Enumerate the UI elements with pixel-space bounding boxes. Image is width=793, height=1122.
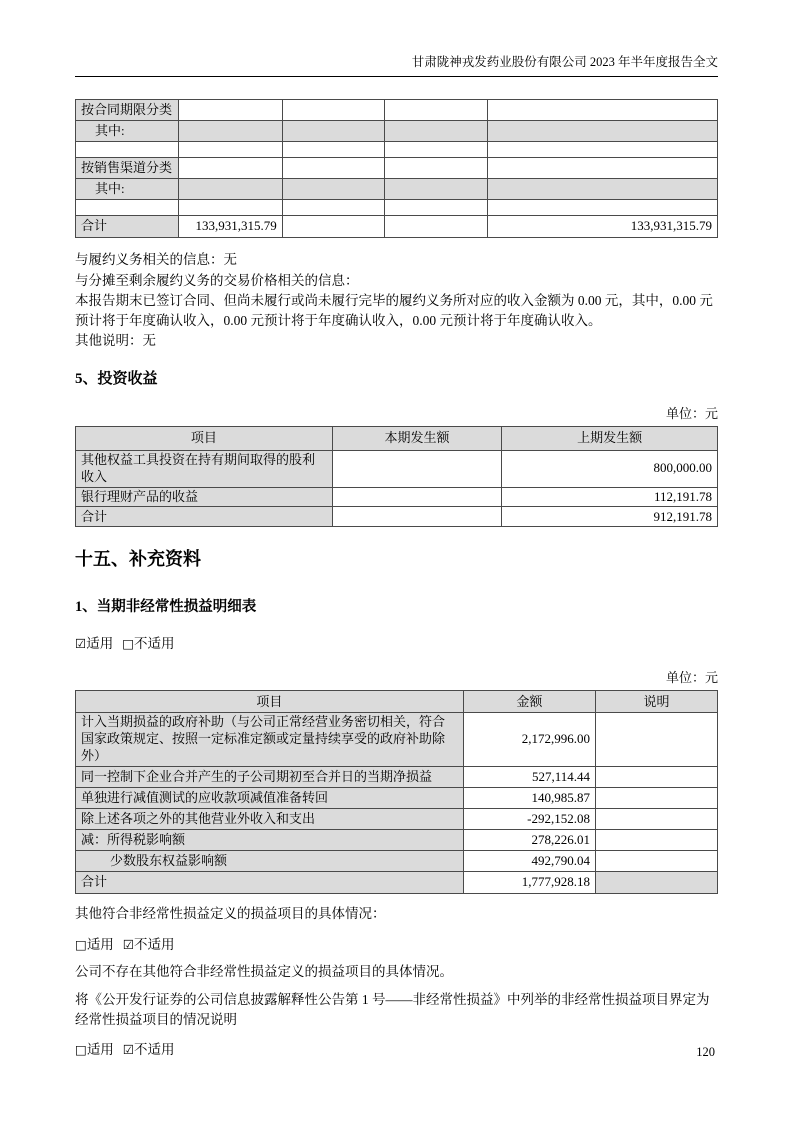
revenue-classification-table bbox=[75, 99, 718, 238]
label-cell: 其他权益工具投资在持有期间取得的股利收入 bbox=[76, 450, 333, 487]
column-header-cell: 金额 bbox=[463, 691, 595, 713]
page-number: 120 bbox=[696, 1045, 715, 1059]
applicability-row bbox=[75, 933, 718, 953]
amount-cell: 1,777,928.18 bbox=[463, 872, 595, 894]
column-header-cell: 说明 bbox=[596, 691, 718, 713]
checkbox-unchecked-icon: □ bbox=[75, 1042, 87, 1058]
empty-cell bbox=[178, 121, 282, 142]
section-heading-nonrecurring: 1、当期非经常性损益明细表 bbox=[75, 599, 257, 616]
empty-cell bbox=[282, 142, 385, 158]
note-line: 公司不存在其他符合非经常性损益定义的损益项目的具体情况。 bbox=[75, 963, 453, 979]
table-row bbox=[76, 487, 718, 507]
empty-cell bbox=[385, 158, 488, 179]
table-row bbox=[76, 767, 718, 788]
label-cell: 除上述各项之外的其他营业外收入和支出 bbox=[76, 809, 464, 830]
applicable-label: 适用 bbox=[86, 936, 114, 952]
table-row bbox=[76, 809, 718, 830]
empty-cell bbox=[76, 200, 179, 216]
note-line: 其他说明：无 bbox=[75, 333, 156, 349]
total-row bbox=[76, 507, 718, 527]
empty-cell bbox=[385, 179, 488, 200]
amount-cell: 492,790.04 bbox=[463, 851, 595, 872]
empty-cell bbox=[178, 158, 282, 179]
unit-label: 单位：元 bbox=[665, 405, 718, 421]
total-label-cell: 合计 bbox=[76, 507, 333, 527]
table-row bbox=[76, 100, 718, 121]
label-cell: 按合同期限分类 bbox=[76, 100, 179, 121]
closing-notes-block bbox=[75, 904, 718, 1058]
empty-cell bbox=[385, 121, 488, 142]
empty-cell bbox=[385, 100, 488, 121]
not-applicable-label: 不适用 bbox=[134, 1042, 175, 1058]
table-row bbox=[76, 830, 718, 851]
unit-label: 单位：元 bbox=[665, 670, 718, 686]
label-cell: 其中: bbox=[76, 121, 179, 142]
table-row bbox=[76, 713, 718, 767]
empty-cell bbox=[178, 179, 282, 200]
amount-cell bbox=[332, 507, 501, 527]
empty-cell bbox=[488, 179, 718, 200]
empty-cell bbox=[178, 200, 282, 216]
applicable-label: 适用 bbox=[86, 636, 114, 652]
checkbox-unchecked-icon: □ bbox=[122, 636, 135, 652]
amount-cell: 278,226.01 bbox=[463, 830, 595, 851]
note-line: 与分摊至剩余履约义务的交易价格相关的信息： bbox=[75, 272, 359, 288]
amount-cell: 527,114.44 bbox=[463, 767, 595, 788]
notes-block bbox=[75, 250, 718, 351]
empty-cell bbox=[488, 158, 718, 179]
note-line: 其他符合非经常性损益定义的损益项目的具体情况： bbox=[75, 906, 386, 922]
label-cell: 计入当期损益的政府补助（与公司正常经营业务密切相关，符合国家政策规定、按照一定标准定额或定量持续享受的政府补助除外） bbox=[76, 713, 464, 767]
checkbox-checked-icon: ☑ bbox=[122, 936, 135, 952]
investment-income-table bbox=[75, 426, 718, 528]
note-cell bbox=[596, 788, 718, 809]
amount-cell bbox=[332, 450, 501, 487]
empty-cell bbox=[178, 142, 282, 158]
empty-cell bbox=[385, 142, 488, 158]
amount-cell: 112,191.78 bbox=[502, 487, 718, 507]
label-cell: 少数股东权益影响额 bbox=[76, 851, 464, 872]
empty-cell bbox=[488, 200, 718, 216]
table-row bbox=[76, 158, 718, 179]
not-applicable-label: 不适用 bbox=[134, 636, 175, 652]
column-header-cell: 项目 bbox=[76, 691, 464, 713]
note-cell bbox=[596, 809, 718, 830]
chapter-heading-supplementary: 十五、补充资料 bbox=[75, 549, 201, 570]
empty-cell bbox=[178, 100, 282, 121]
amount-cell: 912,191.78 bbox=[502, 507, 718, 527]
empty-cell bbox=[282, 158, 385, 179]
column-header-cell: 上期发生额 bbox=[502, 426, 718, 450]
checkbox-checked-icon: ☑ bbox=[122, 1042, 135, 1058]
total-row bbox=[76, 216, 718, 238]
amount-cell: 800,000.00 bbox=[502, 450, 718, 487]
column-header-cell: 本期发生额 bbox=[332, 426, 501, 450]
table-row bbox=[76, 200, 718, 216]
label-cell: 其中: bbox=[76, 179, 179, 200]
header-row bbox=[76, 426, 718, 450]
empty-cell bbox=[488, 142, 718, 158]
label-cell: 同一控制下企业合并产生的子公司期初至合并日的当期净损益 bbox=[76, 767, 464, 788]
empty-cell bbox=[385, 200, 488, 216]
label-cell: 按销售渠道分类 bbox=[76, 158, 179, 179]
note-cell bbox=[596, 767, 718, 788]
note-paragraph: 将《公开发行证券的公司信息披露解释性公告第 1 号——非经常性损益》中列举的非经常性损益项目界定为经常性损益项目的情况说明 bbox=[75, 992, 710, 1027]
note-cell bbox=[596, 851, 718, 872]
nonrecurring-items-table bbox=[75, 690, 718, 894]
note-cell bbox=[596, 713, 718, 767]
amount-cell: -292,152.08 bbox=[463, 809, 595, 830]
not-applicable-label: 不适用 bbox=[134, 936, 175, 952]
label-cell: 减：所得税影响额 bbox=[76, 830, 464, 851]
note-paragraph: 本报告期末已签订合同、但尚未履行或尚未履行完毕的履约义务所对应的收入金额为 0.00 元，其中，0.00 元预计将于年度确认收入，0.00 元预计将于年度确认收入，0.00 元预计将于年度确认收入。 bbox=[75, 293, 713, 328]
empty-cell bbox=[282, 100, 385, 121]
empty-cell bbox=[76, 142, 179, 158]
column-header-cell: 项目 bbox=[76, 426, 333, 450]
amount-cell: 140,985.87 bbox=[463, 788, 595, 809]
amount-cell: 133,931,315.79 bbox=[178, 216, 282, 238]
total-row bbox=[76, 872, 718, 894]
applicable-label: 适用 bbox=[86, 1042, 114, 1058]
empty-cell bbox=[282, 179, 385, 200]
page-header-title: 甘肃陇神戎发药业股份有限公司 2023 年半年度报告全文 bbox=[75, 0, 718, 77]
total-label-cell: 合计 bbox=[76, 872, 464, 894]
amount-cell: 133,931,315.79 bbox=[488, 216, 718, 238]
checkbox-checked-icon: ☑ bbox=[75, 636, 87, 652]
amount-cell: 2,172,996.00 bbox=[463, 713, 595, 767]
checkbox-unchecked-icon: □ bbox=[75, 936, 87, 952]
applicability-row bbox=[75, 632, 718, 652]
total-label-cell: 合计 bbox=[76, 216, 179, 238]
label-cell: 单独进行减值测试的应收款项减值准备转回 bbox=[76, 788, 464, 809]
table-row bbox=[76, 179, 718, 200]
table-row bbox=[76, 788, 718, 809]
header-row bbox=[76, 691, 718, 713]
table-row bbox=[76, 142, 718, 158]
empty-cell bbox=[282, 216, 385, 238]
section-heading-investment-income: 5、投资收益 bbox=[75, 370, 158, 387]
label-cell: 银行理财产品的收益 bbox=[76, 487, 333, 507]
amount-cell bbox=[332, 487, 501, 507]
empty-cell bbox=[385, 216, 488, 238]
note-cell bbox=[596, 830, 718, 851]
empty-cell bbox=[488, 121, 718, 142]
applicability-row bbox=[75, 1038, 718, 1058]
empty-cell bbox=[488, 100, 718, 121]
table-row bbox=[76, 121, 718, 142]
table-row bbox=[76, 851, 718, 872]
empty-cell bbox=[282, 121, 385, 142]
table-row bbox=[76, 450, 718, 487]
note-line: 与履约义务相关的信息：无 bbox=[75, 252, 237, 267]
note-cell bbox=[596, 872, 718, 894]
empty-cell bbox=[282, 200, 385, 216]
